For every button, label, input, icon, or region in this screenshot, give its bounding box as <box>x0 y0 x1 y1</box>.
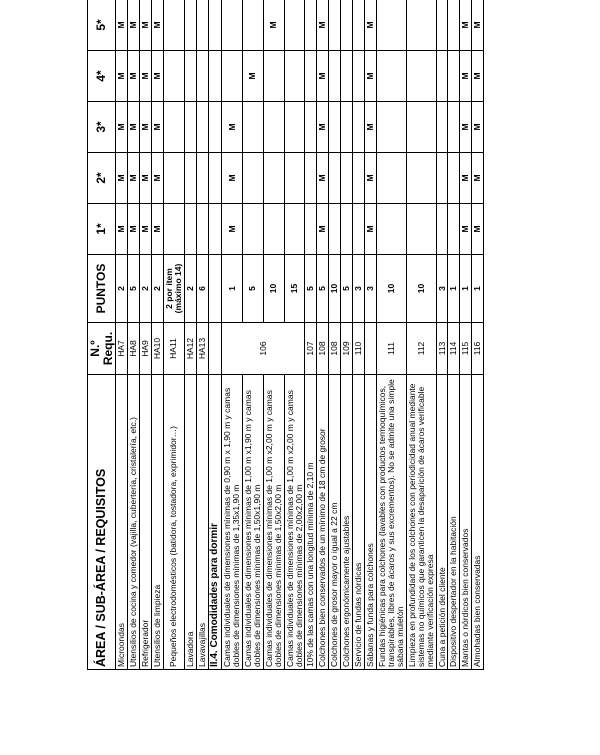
requirement-text: Pequeños electrodomésticos (batidora, tostadora, exprimidor…) <box>163 375 184 670</box>
requirement-number: 108 <box>317 323 329 375</box>
star-4-mark <box>305 51 317 102</box>
star-3-mark <box>284 102 305 153</box>
star-4-mark: M <box>317 51 329 102</box>
requirement-text: Camas individuales de dimensiones mínimas de 1,00 m x1,90 m y camas dobles de dimensiones mínimas de 1,50x1,90 m <box>242 375 263 670</box>
star-4-mark <box>436 51 448 102</box>
star-2-mark <box>196 153 208 204</box>
requirement-text: 10% de las camas con una longitud mínima de 2,10 m <box>305 375 317 670</box>
star-3-mark: M <box>222 102 243 153</box>
star-3-mark <box>376 102 406 153</box>
star-3-mark <box>163 102 184 153</box>
requirement-number: 111 <box>376 323 406 375</box>
star-2-mark: M <box>365 153 377 204</box>
star-5-mark <box>353 0 365 51</box>
table-row <box>341 0 353 670</box>
star-3-mark: M <box>128 102 140 153</box>
star-4-mark <box>263 51 284 102</box>
requirement-text: Lavavajillas <box>196 375 208 670</box>
requirement-number: 109 <box>341 323 353 375</box>
star-4-mark <box>329 51 341 102</box>
star-4-mark: M <box>116 51 128 102</box>
star-1-mark <box>305 204 317 255</box>
requirement-points: 5 <box>317 255 329 323</box>
star-1-mark <box>163 204 184 255</box>
star-1-mark: M <box>365 204 377 255</box>
star-2-mark: M <box>317 153 329 204</box>
star-4-mark: M <box>151 51 163 102</box>
star-2-mark: M <box>128 153 140 204</box>
header-star-2: 2* <box>88 153 116 204</box>
requirement-points: 1 <box>222 255 243 323</box>
requirement-text: Camas individuales de dimensiones mínimas de 1,00 m x2,00 m y camas dobles de dimensiones mínimas de 2,00x2,00 m <box>284 375 305 670</box>
requirement-text: Microondas <box>116 375 128 670</box>
table-row <box>365 0 377 670</box>
table-row <box>196 0 208 670</box>
requirement-text: Camas individuales de dimensiones mínimas de 0,90 m x 1,90 m y camas dobles de dimensiones mínimas de 1,35x1,90 m <box>222 375 243 670</box>
section-empty <box>208 255 222 323</box>
star-2-mark: M <box>116 153 128 204</box>
star-4-mark: M <box>365 51 377 102</box>
star-1-mark: M <box>317 204 329 255</box>
star-4-mark: M <box>140 51 152 102</box>
star-5-mark <box>184 0 196 51</box>
star-5-mark <box>341 0 353 51</box>
requirement-text: Cuna a petición del cliente <box>436 375 448 670</box>
section-empty <box>208 0 222 51</box>
header-area: ÁREA / SUB-ÁREA / REQUISITOS <box>88 375 116 670</box>
requirement-text: Servicio de fundas nórdicas <box>353 375 365 670</box>
star-2-mark <box>341 153 353 204</box>
requirement-number: 115 <box>460 323 472 375</box>
star-5-mark: M <box>263 0 284 51</box>
requirement-text: Dispositivo despertador en la habitación <box>448 375 460 670</box>
table-row <box>448 0 460 670</box>
requirement-text: Fundas higiénicas para colchones (lavables con productos termoquímicos, transpirables, libres de ácaros y sus excrementos). No se admite una simple sábana muletón <box>376 375 406 670</box>
requirement-points: 6 <box>196 255 208 323</box>
requirement-text: Mantas o nórdicos bien conservados <box>460 375 472 670</box>
star-3-mark: M <box>140 102 152 153</box>
table-row <box>128 0 140 670</box>
star-3-mark <box>448 102 460 153</box>
star-5-mark <box>436 0 448 51</box>
star-4-mark: M <box>128 51 140 102</box>
star-4-mark <box>184 51 196 102</box>
requirement-number: HA9 <box>140 323 152 375</box>
star-5-mark: M <box>472 0 484 51</box>
star-1-mark <box>376 204 406 255</box>
requirement-points: 10 <box>406 255 436 323</box>
table-row <box>163 0 184 670</box>
star-1-mark <box>436 204 448 255</box>
star-5-mark: M <box>140 0 152 51</box>
requirement-points: 10 <box>263 255 284 323</box>
requirement-points: 2 <box>116 255 128 323</box>
star-5-mark <box>305 0 317 51</box>
requirement-number: 107 <box>305 323 317 375</box>
section-row <box>208 0 222 670</box>
star-3-mark <box>353 102 365 153</box>
star-3-mark: M <box>151 102 163 153</box>
star-2-mark: M <box>460 153 472 204</box>
section-empty <box>208 204 222 255</box>
star-1-mark <box>406 204 436 255</box>
table-row <box>317 0 329 670</box>
requirement-text: Colchones ergonómicamente ajustables <box>341 375 353 670</box>
star-5-mark <box>406 0 436 51</box>
requirement-number: 112 <box>406 323 436 375</box>
table-row <box>472 0 484 670</box>
star-4-mark: M <box>472 51 484 102</box>
requirement-points: 2 <box>151 255 163 323</box>
requirement-text: Colchones bien conservados de un mínimo de 18 cm de grosor <box>317 375 329 670</box>
requirement-points: 3 <box>436 255 448 323</box>
star-3-mark: M <box>365 102 377 153</box>
requirement-points: 5 <box>341 255 353 323</box>
star-2-mark <box>436 153 448 204</box>
star-1-mark: M <box>140 204 152 255</box>
star-5-mark: M <box>116 0 128 51</box>
rotated-requirements-sheet <box>87 0 567 670</box>
section-empty <box>208 323 222 375</box>
requirement-points: 1 <box>448 255 460 323</box>
requirement-number: 110 <box>353 323 365 375</box>
star-2-mark <box>242 153 263 204</box>
star-5-mark <box>448 0 460 51</box>
header-star-4: 4* <box>88 51 116 102</box>
star-4-mark <box>284 51 305 102</box>
star-1-mark <box>341 204 353 255</box>
star-4-mark: M <box>242 51 263 102</box>
star-5-mark <box>376 0 406 51</box>
table-row <box>305 0 317 670</box>
requirements-table <box>87 0 484 670</box>
star-5-mark <box>196 0 208 51</box>
requirement-number: HA7 <box>116 323 128 375</box>
requirement-number: HA8 <box>128 323 140 375</box>
table-row <box>376 0 406 670</box>
star-5-mark <box>242 0 263 51</box>
star-1-mark: M <box>222 204 243 255</box>
table-row <box>353 0 365 670</box>
star-1-mark: M <box>460 204 472 255</box>
table-row <box>140 0 152 670</box>
star-5-mark: M <box>365 0 377 51</box>
star-3-mark: M <box>116 102 128 153</box>
requirement-number: 116 <box>472 323 484 375</box>
requirement-number: 113 <box>436 323 448 375</box>
requirement-points: 2 por ítem (máximo 14) <box>163 255 184 323</box>
requirement-number: 114 <box>448 323 460 375</box>
table-body <box>116 0 484 670</box>
requirement-number: HA11 <box>163 323 184 375</box>
star-3-mark: M <box>317 102 329 153</box>
star-2-mark <box>184 153 196 204</box>
requirement-text: Camas individuales de dimensiones mínimas de 1,00 m x2,00 m y camas dobles de dimensiones mínimas de 1,50x2,00 m <box>263 375 284 670</box>
requirement-text: Utensilios de limpieza <box>151 375 163 670</box>
star-5-mark <box>163 0 184 51</box>
star-1-mark <box>242 204 263 255</box>
header-points: PUNTOS <box>88 255 116 323</box>
star-5-mark: M <box>460 0 472 51</box>
requirement-number: HA13 <box>196 323 208 375</box>
table-row <box>329 0 341 670</box>
header-star-1: 1* <box>88 204 116 255</box>
requirement-points: 2 <box>140 255 152 323</box>
requirement-points: 10 <box>329 255 341 323</box>
star-1-mark <box>353 204 365 255</box>
star-3-mark <box>436 102 448 153</box>
star-4-mark <box>406 51 436 102</box>
requirement-number: HA10 <box>151 323 163 375</box>
star-2-mark <box>329 153 341 204</box>
star-1-mark: M <box>151 204 163 255</box>
requirement-points: 3 <box>365 255 377 323</box>
star-1-mark <box>329 204 341 255</box>
requirement-points: 3 <box>353 255 365 323</box>
star-3-mark: M <box>472 102 484 153</box>
star-5-mark: M <box>151 0 163 51</box>
requirement-points: 15 <box>284 255 305 323</box>
star-2-mark <box>263 153 284 204</box>
star-5-mark <box>284 0 305 51</box>
star-5-mark <box>329 0 341 51</box>
star-3-mark <box>406 102 436 153</box>
star-2-mark <box>163 153 184 204</box>
star-2-mark: M <box>151 153 163 204</box>
star-4-mark <box>222 51 243 102</box>
table-row <box>222 0 243 670</box>
star-2-mark <box>448 153 460 204</box>
star-1-mark: M <box>472 204 484 255</box>
star-2-mark <box>284 153 305 204</box>
star-1-mark <box>448 204 460 255</box>
requirement-text: Almohadas bien conservadas <box>472 375 484 670</box>
star-4-mark <box>376 51 406 102</box>
star-4-mark: M <box>460 51 472 102</box>
section-title: II.4. Comodidades para dormir <box>208 375 222 670</box>
star-2-mark: M <box>140 153 152 204</box>
star-2-mark: M <box>222 153 243 204</box>
requirement-points: 5 <box>305 255 317 323</box>
requirement-number <box>365 323 377 375</box>
requirement-text: Limpieza en profundidad de los colchones con periodicidad anual mediante sistemas no químicos que garanticen la desaparición de ácaros verificable mediante verificación expresa <box>406 375 436 670</box>
star-1-mark <box>184 204 196 255</box>
header-star-3: 3* <box>88 102 116 153</box>
requirement-number: 106 <box>222 323 305 375</box>
star-4-mark <box>196 51 208 102</box>
requirement-points: 5 <box>128 255 140 323</box>
requirement-points: 10 <box>376 255 406 323</box>
star-2-mark: M <box>472 153 484 204</box>
section-empty <box>208 153 222 204</box>
table-row <box>184 0 196 670</box>
section-empty <box>208 102 222 153</box>
requirement-points: 5 <box>242 255 263 323</box>
star-1-mark: M <box>116 204 128 255</box>
star-4-mark <box>448 51 460 102</box>
star-3-mark <box>242 102 263 153</box>
star-1-mark: M <box>128 204 140 255</box>
requirement-points: 2 <box>184 255 196 323</box>
requirement-text: Utensilios de cocina y comedor (vajilla, cubertería, cristalería, etc.) <box>128 375 140 670</box>
header-star-5: 5* <box>88 0 116 51</box>
table-row <box>436 0 448 670</box>
star-5-mark: M <box>128 0 140 51</box>
star-2-mark <box>406 153 436 204</box>
star-3-mark <box>196 102 208 153</box>
star-3-mark <box>305 102 317 153</box>
requirement-text: Lavadora <box>184 375 196 670</box>
star-4-mark <box>163 51 184 102</box>
star-4-mark <box>341 51 353 102</box>
star-4-mark <box>353 51 365 102</box>
table-header-row <box>88 0 116 670</box>
star-5-mark: M <box>317 0 329 51</box>
star-1-mark <box>263 204 284 255</box>
star-1-mark <box>284 204 305 255</box>
star-2-mark <box>376 153 406 204</box>
requirement-points: 1 <box>460 255 472 323</box>
table-row <box>116 0 128 670</box>
star-3-mark <box>263 102 284 153</box>
header-num: N.º Requ. <box>88 323 116 375</box>
table-row <box>151 0 163 670</box>
requirement-text: Colchones de grosor mayor o igual a 22 cm <box>329 375 341 670</box>
star-3-mark: M <box>460 102 472 153</box>
section-empty <box>208 51 222 102</box>
requirement-text: Refrigerador <box>140 375 152 670</box>
star-3-mark <box>329 102 341 153</box>
table-row <box>460 0 472 670</box>
table-row <box>406 0 436 670</box>
star-2-mark <box>353 153 365 204</box>
star-5-mark <box>222 0 243 51</box>
requirement-points: 1 <box>472 255 484 323</box>
star-3-mark <box>184 102 196 153</box>
requirement-number: HA12 <box>184 323 196 375</box>
requirement-number: 108 <box>329 323 341 375</box>
star-3-mark <box>341 102 353 153</box>
star-1-mark <box>196 204 208 255</box>
star-2-mark <box>305 153 317 204</box>
requirement-text: Sábanas y funda para colchones <box>365 375 377 670</box>
